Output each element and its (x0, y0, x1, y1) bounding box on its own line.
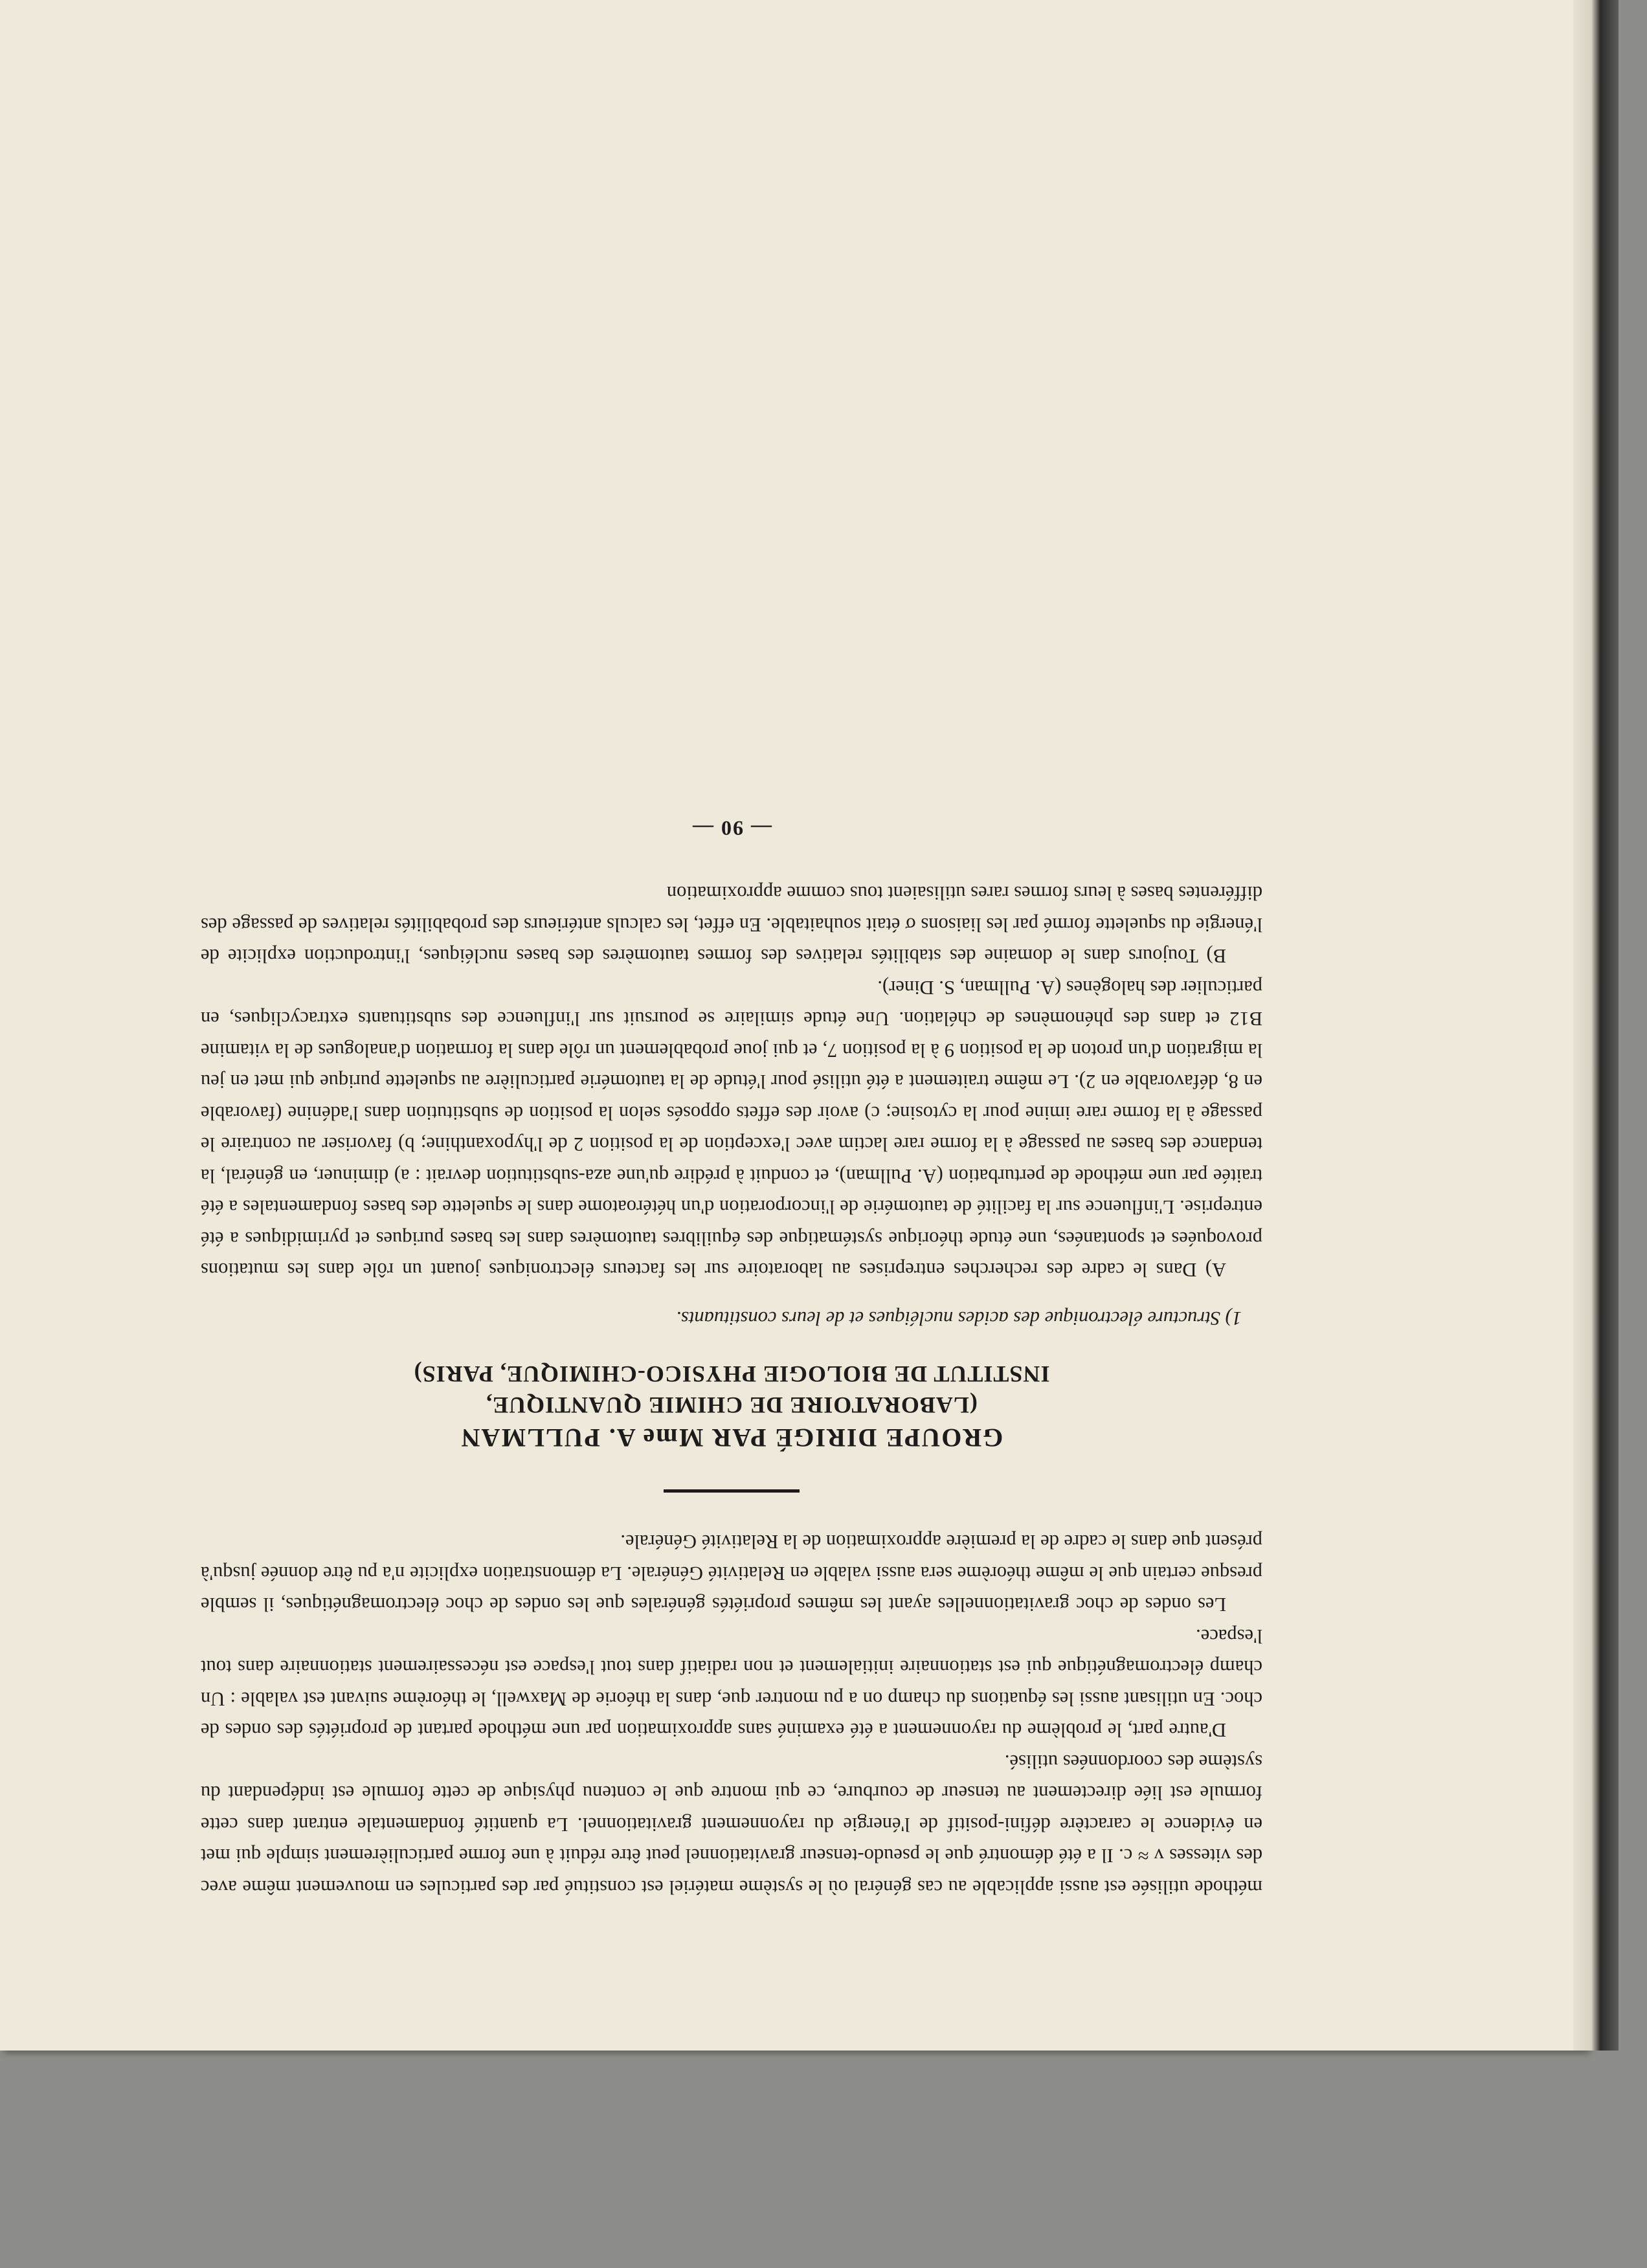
paragraph-radiation: D'autre part, le problème du rayonnement a été examiné sans approximation par une méthode partant de propriétés des ondes de choc. En utilisant aussi les équations du champ on a pu montrer que, dans la théorie de Maxwell, le théorème suivant est valable : Un champ électromagnétique qui est stationnaire initialement et non radiatif dans tout l'espace est nécessairement stationnaire dans tout l'espace. (201, 1625, 1262, 1742)
group-subtitle-line-2: INSTITUT DE BIOLOGIE PHYSICO-CHIMIQUE, PARIS) (413, 1361, 1050, 1387)
paragraph-b: B) Toujours dans le domaine des stabilités relatives des formes tautomères des bases nucléiques, l'introduction explicite de l'énergie du squelette formé par les liaisons σ était souhaitable. En effet, les calculs antérieurs des probabilités relatives de passage des différentes bases à leurs formes rares utilisaient tous comme approximation (201, 882, 1262, 968)
section-heading: 1) Structure électronique des acides nucléiques et de leurs constituants. (676, 1307, 1242, 1329)
paragraph-a: A) Dans le cadre des recherches entreprises au laboratoire sur les facteurs électroniques jouant un rôle dans les mutations provoquées et spontanées, une étude théorique systématique des équilibres tautomères dans les bases puriques et pyrimidiques a été entreprise. L'influence sur la facilité de tautomérie de l'incorporation d'un hétéroatome dans le squelette des bases fondamentales a été traitée par une méthode de perturbation (A. Pullman), et conduit à prédire qu'une aza-substitution devrait : a) diminuer, en général, la tendance des bases au passage à la forme rare lactim avec l'exception de la position 2 de l'hypoxanthine; b) favoriser au contraire le passage à la forme rare imine pour la cytosine; c) avoir des effets opposés selon la position de substitution dans l'adénine (favorable en 8, défavorable en 2). Le même traitement a été utilisé pour l'étude de la tautomérie particulière au squelette purique qui met en jeu la migration d'un proton de la position 9 à la position 7, et qui joue probablement un rôle dans la formation d'analogues de la vitamine B12 et dans des phénomènes de chélation. Une étude similaire se poursuit sur l'influence des substituants extracycliques, en particulier des halogènes (A. Pullman, S. Diner). (201, 977, 1262, 1282)
group-title: GROUPE DIRIGÉ PAR Mme A. PULLMAN (460, 1423, 1003, 1452)
group-subtitle-line-1: (LABORATOIRE DE CHIMIE QUANTIQUE, (486, 1392, 978, 1418)
book-spine-edge (1573, 0, 1619, 2051)
paragraph-continued: méthode utilisée est aussi applicable au cas général où le système matériel est constitué par des particules en mouvement même avec des vitesses v ≈ c. Il a été démontré que le pseudo-tenseur gravitationnel peut être réduit à une forme particulièrement simple qui met en évidence le caractère défini-positif de l'énergie du rayonnement gravitationnel. La quantité fondamentale entrant dans cette formule est liée directement au tenseur de courbure, ce qui montre que le contenu physique de cette formule est indépendant du système des coordonnées utilisé. (201, 1751, 1262, 1898)
page-number: — 90 — (691, 817, 772, 840)
page-text-upside-down (201, 194, 1262, 1903)
section-divider (664, 1489, 800, 1493)
paragraph-shock-waves: Les ondes de choc gravitationnelles ayant les mêmes propriétés générales que les ondes de choc électromagnétiques, il semble presque certain que le même théorème sera aussi valable en Relativité Générale. La démonstration explicite n'a pu être donnée jusqu'à présent que dans le cadre de la première approximation de la Relativité Générale. (201, 1531, 1262, 1616)
